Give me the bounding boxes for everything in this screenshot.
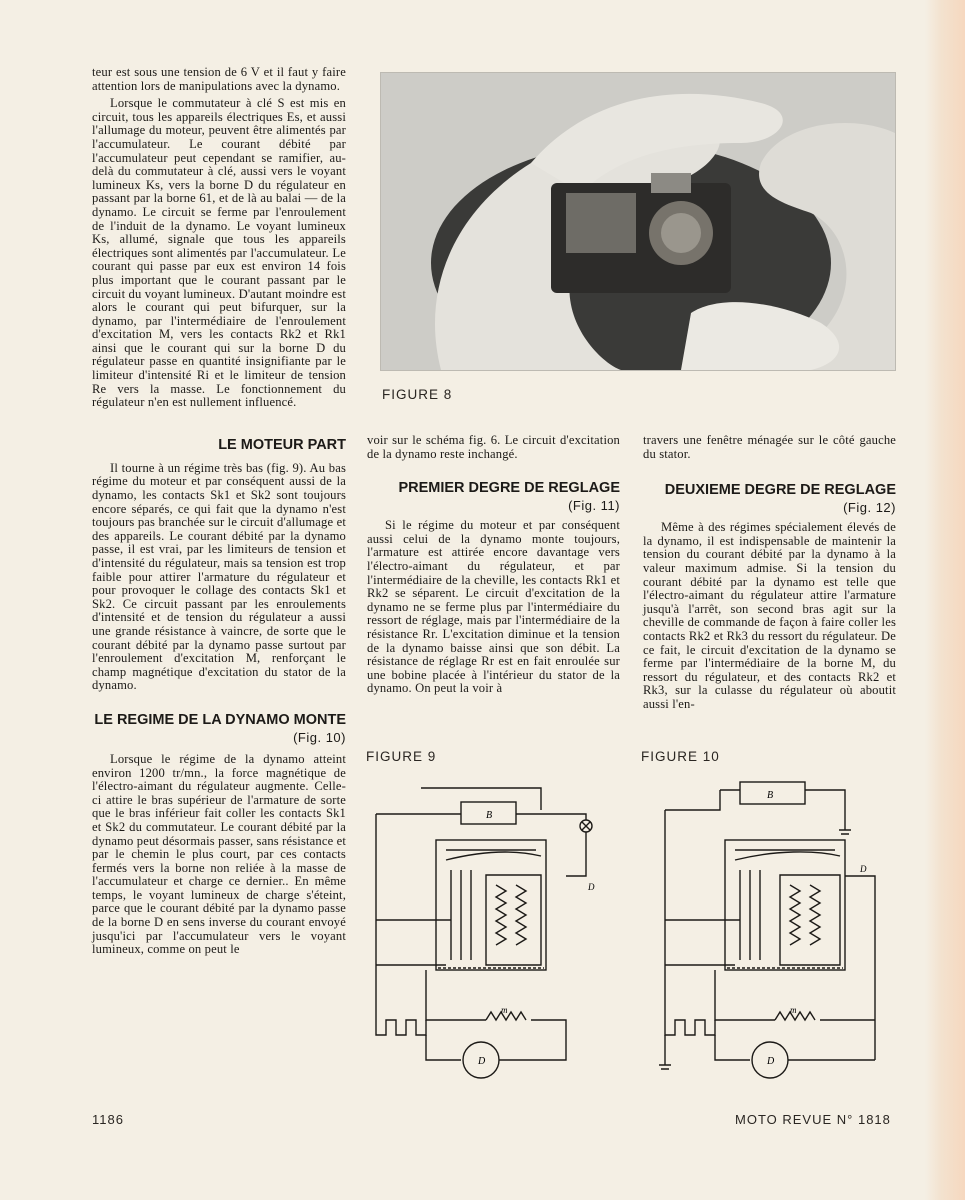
terminal-label: D [588,882,595,892]
hands-holding-regulator-image [381,73,895,370]
column-middle [367,434,620,700]
figure-9-caption: FIGURE 9 [366,749,437,764]
paragraph: Si le régime du moteur et par conséquent aussi celui de la dynamo monte toujours, l'armature est attirée encore davantage vers l'électro-aimant du régulateur, et par l'intermédiaire de la cheville, les contacts Rk1 et Rk2 se séparent. Le circuit d'excitation de la dynamo ne se ferme plus par l'intermédiaire du ressort de réglage, mais par l'intermédiaire de la résistance Rr. L'excitation diminue et la tension de la dynamo baisse ainsi que son débit. La résistance de réglage Rr est en fait enroulée sur une bobine placée à l'intérieur du stator de la dynamo. On peut la voir à [367,518,620,696]
winding-label: m [501,1005,508,1015]
paragraph: Même à des régimes spécialement élevés de la dynamo, il est indispensable de maintenir la tension du courant débité par la dynamo à la valeur maximum admise. Si la tension du courant débité par la dynamo est telle que l'électro-aimant du régulateur attire l'armature jusqu'à l'arrêt, son second bras agit sur la cheville de commande de façon à faire coller les contacts Rk2 et Rk3 du ressort du régulateur. De ce fait, le circuit d'excitation de la dynamo se ferme par l'intermédiaire de la borne M, du ressort du régulateur, et des contacts Rk2 et Rk3, sur la culasse du régulateur où aboutit aussi l'en- [643,520,896,711]
section-heading: PREMIER DEGRE DE REGLAGE (Fig. 11) [398,480,620,514]
column-right [643,434,896,716]
dynamo-label: D [478,1056,486,1067]
paragraph: Lorsque le commutateur à clé S est mis en circuit, tous les appareils électriques Es, et aussi l'allumage du moteur, peuvent être alimentés par l'accumulateur. Le courant débité par l'accumulateur peut cependant se ramifier, au-delà du commutateur à clé, aussi vers le voyant lumineux Ks, vers la borne D du régulateur en passant par la borne 61, et de là au balai — de la dynamo. Le circuit se ferme par l'enroulement de l'induit de la dynamo. Le voyant lumineux Ks, allumé, signale que tous les appareils électriques sont alimentés par l'accumulateur. Le courant qui passe par eux est environ 14 fois plus important que le courant passant par le circuit du voyant lumineux. D'autant moindre est alors le courant qui peut bifurquer, sur la dynamo, par l'intermédiaire de l'enroulement d'excitation M, vers les contacts Rk2 et Rk1 ainsi que le courant qui sur la borne D du régulateur passe en quantité insignifiante par le limiteur d'intensité Ri et le limiteur de tension Re vers la masse. Le fonctionnement du régulateur n'en est nullement influencé. [92,96,346,410]
magazine-footer: MOTO REVUE N° 1818 [735,1112,891,1127]
regulator-circuit-diagram [366,780,596,1090]
paragraph: voir sur le schéma fig. 6. Le circuit d'excitation de la dynamo reste inchangé. [367,433,620,461]
figure-8-photo [380,72,896,371]
winding-label: m [790,1005,797,1015]
regulator-circuit-diagram [655,780,885,1090]
paragraph: Lorsque le régime de la dynamo atteint environ 1200 tr/mn., la force magnétique de l'électro-aimant du régulateur augmente. Celle-ci attire le bras supérieur de l'armature de sorte que le bras inférieur fait coller les contacts Sk1 et Sk2 du commutateur. Le courant débité par la dynamo peut désormais passer, sans résistance et par le chemin le plus court, par ces contacts fermés vers la borne non reliée à la masse de l'accumulateur et charge ce dernier.. En même temps, le voyant lumineux de charge s'éteint, parce que le courant débité par la dynamo passe de la borne D en sens inverse du courant envoyé jusqu'ici par l'accumulateur vers le voyant lumineux, comme on peut le [92,751,346,957]
figure-10-caption: FIGURE 10 [641,749,720,764]
section-heading: LE MOTEUR PART [218,436,346,453]
paragraph: teur est sous une tension de 6 V et il faut y faire attention lors de manipulations avec la dynamo. [92,65,346,93]
dynamo-label: D [767,1056,775,1067]
terminal-label: D [860,864,867,874]
section-heading: LE REGIME DE LA DYNAMO MONTE (Fig. 10) [94,711,346,745]
section-heading: DEUXIEME DEGRE DE REGLAGE (Fig. 12) [664,482,896,516]
page-edge [925,0,965,1200]
battery-label: B [767,790,774,801]
paragraph: Il tourne à un régime très bas (fig. 9). Au bas régime du moteur et par conséquent aussi de la dynamo, les contacts Sk1 et Sk2 sont toujours encore séparés, ce qui fait que la dynamo n'est toujours pas branchée sur le circuit d'allumage et des appareils. Le courant débité par la dynamo passe, il est vrai, par les limiteurs de tension et d'intensité du régulateur, mais sa tension est trop faible pour attirer l'armature du régulateur et pour provoquer le collage des contacts Sk1 et Sk2. Ce circuit passant par les enroulements d'intensité et de tension du régulateur a aussi une grande résistance à vaincre, de sorte que le courant débité par la dynamo passe surtout par l'enroulement d'excitation M, renforçant le champ magnétique d'excitation du stator de la dynamo. [92,460,346,693]
column-left [92,66,346,961]
paragraph: travers une fenêtre ménagée sur le côté gauche du stator. [643,433,896,461]
figure-8-caption: FIGURE 8 [382,387,453,402]
battery-label: B [486,810,493,821]
page-number: 1186 [92,1112,124,1127]
figure-10-diagram [655,780,885,1095]
figure-9-diagram [366,780,596,1095]
